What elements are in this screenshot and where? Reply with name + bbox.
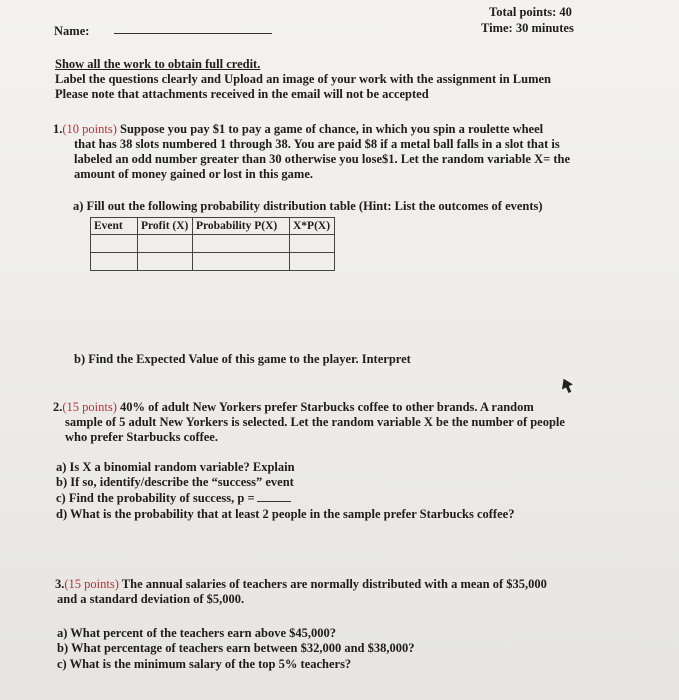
q3-part-c: c) What is the minimum salary of the top 5% teachers? bbox=[57, 657, 352, 671]
q3-points: (15 points) bbox=[64, 577, 119, 591]
q2-points: (15 points) bbox=[62, 400, 117, 414]
time-limit: Time: 30 minutes bbox=[481, 21, 574, 35]
table-header-cell: Probability P(X) bbox=[193, 218, 290, 235]
q3-part-a: a) What percent of the teachers earn above $45,000? bbox=[57, 626, 337, 640]
instructions-line: Label the questions clearly and Upload an image of your work with the assignment in Lumen bbox=[55, 72, 551, 86]
q2-part-a: a) Is X a binomial random variable? Explain bbox=[56, 460, 295, 474]
q1-text-line: labeled an odd number greater than 30 otherwise you lose$1. Let the random variable X= the bbox=[74, 152, 571, 166]
q2-text-line: who prefer Starbucks coffee. bbox=[65, 430, 218, 444]
table-row bbox=[91, 235, 335, 253]
table-cell[interactable] bbox=[193, 253, 290, 271]
table-header-row bbox=[91, 218, 335, 235]
q1-text: Suppose you pay $1 to pay a game of chance, in which you spin a roulette wheel bbox=[120, 122, 544, 136]
table-cell[interactable] bbox=[138, 253, 193, 271]
instructions-heading: Show all the work to obtain full credit. bbox=[55, 57, 261, 71]
table-cell[interactable] bbox=[138, 235, 193, 253]
table-cell[interactable] bbox=[91, 235, 138, 253]
q2-part-c-text: c) Find the probability of success, p = bbox=[56, 491, 255, 505]
q2-part-d: d) What is the probability that at least 2 people in the sample prefer Starbucks coffee? bbox=[56, 507, 515, 521]
answer-blank bbox=[257, 501, 291, 502]
q3-first-line bbox=[55, 577, 547, 592]
q2-first-line bbox=[53, 400, 534, 415]
q3-part-b: b) What percentage of teachers earn between $32,000 and $38,000? bbox=[57, 641, 415, 655]
table-row bbox=[91, 253, 335, 271]
q3-number: 3. bbox=[55, 577, 65, 591]
q2-number: 2. bbox=[53, 400, 63, 414]
table-header-cell: Event bbox=[91, 218, 138, 235]
q1-number: 1. bbox=[53, 122, 63, 136]
q3-text-line: and a standard deviation of $5,000. bbox=[57, 592, 245, 606]
instructions-line: Please note that attachments received in the email will not be accepted bbox=[55, 87, 429, 101]
q2-part-c bbox=[56, 491, 291, 506]
q1-first-line bbox=[53, 122, 543, 137]
table-cell[interactable] bbox=[91, 253, 138, 271]
table-cell[interactable] bbox=[193, 235, 290, 253]
q1-points: (10 points) bbox=[62, 122, 117, 136]
probability-distribution-table bbox=[90, 217, 335, 271]
total-points: Total points: 40 bbox=[489, 5, 572, 19]
q2-text: 40% of adult New Yorkers prefer Starbucks coffee to other brands. A random bbox=[120, 400, 534, 414]
name-blank-line bbox=[114, 33, 272, 34]
q2-text-line: sample of 5 adult New Yorkers is selected. Let the random variable X be the number of people bbox=[65, 415, 565, 429]
q2-part-b: b) If so, identify/describe the “success” event bbox=[56, 475, 294, 489]
q1-part-b: b) Find the Expected Value of this game to the player. Interpret bbox=[74, 352, 411, 366]
q1-text-line: that has 38 slots numbered 1 through 38. You are paid $8 if a metal ball falls in a slot that is bbox=[74, 137, 560, 151]
table-cell[interactable] bbox=[290, 253, 335, 271]
table-header-cell: Profit (X) bbox=[138, 218, 193, 235]
q1-part-a: a) Fill out the following probability distribution table (Hint: List the outcomes of events) bbox=[73, 199, 543, 213]
q1-text-line: amount of money gained or lost in this game. bbox=[74, 167, 314, 181]
name-label: Name: bbox=[54, 24, 90, 38]
q3-text: The annual salaries of teachers are normally distributed with a mean of $35,000 bbox=[121, 577, 547, 591]
table-cell[interactable] bbox=[290, 235, 335, 253]
mouse-cursor-icon bbox=[560, 378, 574, 394]
table-header-cell: X*P(X) bbox=[290, 218, 335, 235]
